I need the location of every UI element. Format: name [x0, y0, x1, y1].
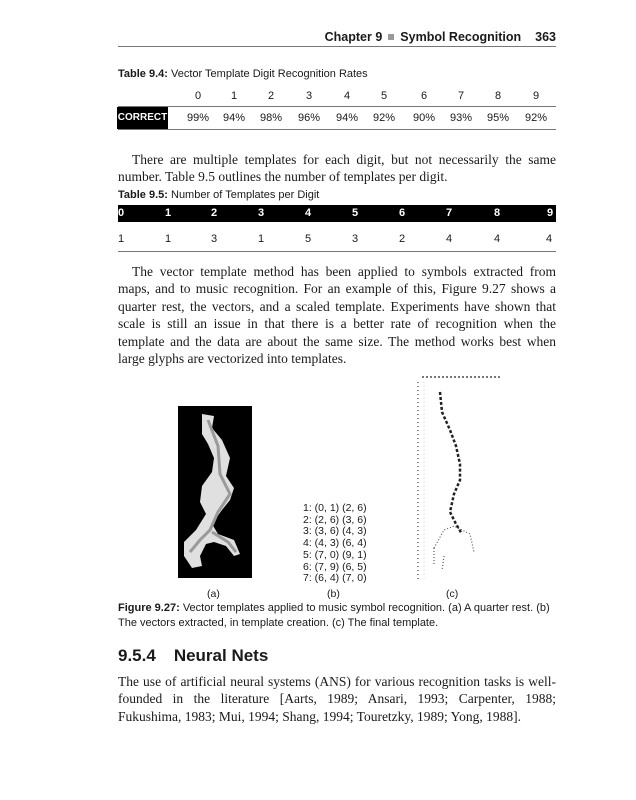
digit-header: 3	[258, 207, 265, 219]
vector-item: 3: (3, 6) (4, 3)	[303, 525, 367, 538]
chapter-label: Chapter 9	[324, 30, 383, 44]
paragraph-vector-method: The vector template method has been applied to symbols extracted from maps, and to music recognition. For an example of this, Figure 9.27 shows a quarter rest, the vectors, and a scaled template. Experiments have shown that scale is still an issue in that there is a better rate of recognition when the template and the data are about the same size. The method works best when large glyphs are vectorized into templates.	[118, 264, 556, 367]
rate-cell: 94%	[222, 112, 246, 124]
digit-header: 8	[494, 90, 502, 102]
table-9-5-bottom-rule	[118, 251, 556, 252]
paragraph-neural-nets: The use of artificial neural systems (ANS) for various recognition tasks is well-founded in the literature [Aarts, 1989; Ansari, 1993; Carpenter, 1988; Fukushima, 1983; Mui, 1994; Shang, 1994; Touretzky, 1989; Yong, 1988].	[118, 674, 556, 724]
rate-cell: 93%	[449, 112, 473, 124]
digit-header: 7	[457, 90, 465, 102]
table-9-4-rule	[118, 106, 556, 107]
section-number: 9.5.4	[118, 646, 156, 665]
quarter-rest-image	[178, 406, 252, 578]
count-cell: 4	[494, 233, 501, 245]
table-9-4-title: Vector Template Digit Recognition Rates	[171, 68, 368, 80]
digit-header: 6	[420, 90, 428, 102]
vector-item: 7: (6, 4) (7, 0)	[303, 572, 367, 585]
table-9-5-label: Table 9.5:	[118, 189, 168, 201]
count-cell: 2	[399, 233, 406, 245]
figure-caption-label: Figure 9.27:	[118, 602, 180, 614]
digit-header: 5	[352, 207, 359, 219]
digit-header: 1	[165, 207, 172, 219]
digit-header: 0	[194, 90, 202, 102]
section-heading	[118, 646, 268, 666]
figure-caption	[118, 601, 563, 631]
table-9-5-header-row	[118, 205, 556, 222]
running-header	[118, 30, 556, 44]
rate-cell: 95%	[486, 112, 510, 124]
header-rule	[118, 46, 556, 47]
count-cell: 1	[118, 233, 125, 245]
rate-cell: 90%	[412, 112, 436, 124]
count-cell: 1	[165, 233, 172, 245]
digit-header: 1	[230, 90, 238, 102]
rate-cell: 92%	[524, 112, 548, 124]
count-cell: 4	[446, 233, 453, 245]
digit-header: 0	[118, 207, 125, 219]
digit-header: 2	[267, 90, 275, 102]
digit-header: 2	[211, 207, 218, 219]
vector-item: 5: (7, 0) (9, 1)	[303, 548, 367, 561]
digit-header: 3	[305, 90, 313, 102]
vector-item: 1: (0, 1) (2, 6)	[303, 502, 367, 514]
table-9-5-title: Number of Templates per Digit	[171, 189, 320, 201]
count-cell: 3	[211, 233, 218, 245]
section-title: Neural Nets	[173, 646, 269, 665]
vector-item: 2: (2, 6) (3, 6)	[303, 513, 367, 526]
digit-header: 9	[532, 90, 540, 102]
table-9-4-caption	[118, 68, 368, 80]
table-9-5-caption	[118, 189, 319, 201]
rate-cell: 94%	[335, 112, 359, 124]
final-template-image	[414, 372, 502, 582]
rate-cell: 99%	[186, 112, 210, 124]
digit-header: 6	[399, 207, 406, 219]
vector-item: 4: (4, 3) (6, 4)	[303, 537, 367, 550]
separator-square-icon	[388, 34, 394, 40]
count-cell: 4	[546, 233, 553, 245]
count-cell: 3	[352, 233, 359, 245]
subfigure-label-a: (a)	[207, 588, 220, 600]
digit-header: 8	[494, 207, 501, 219]
vector-item: 6: (7, 9) (6, 5)	[303, 560, 367, 573]
subfigure-label-b: (b)	[327, 588, 340, 600]
table-9-5-counts-row	[118, 233, 558, 247]
section-label: Symbol Recognition	[400, 30, 522, 44]
count-cell: 1	[258, 233, 265, 245]
correct-row-label: CORRECT	[117, 107, 168, 129]
rate-cell: 96%	[297, 112, 321, 124]
digit-header: 9	[547, 207, 554, 219]
page-number: 363	[535, 30, 556, 44]
vector-list	[303, 503, 367, 585]
count-cell: 5	[305, 233, 312, 245]
digit-header: 4	[305, 207, 312, 219]
table-9-4-label: Table 9.4:	[118, 68, 168, 80]
paragraph-templates: There are multiple templates for each digit, but not necessarily the same number. Table 9.5 outlines the number of templates per digit.	[118, 152, 556, 185]
digit-header: 4	[343, 90, 351, 102]
rate-cell: 98%	[259, 112, 283, 124]
subfigure-label-c: (c)	[446, 588, 459, 600]
rate-cell: 92%	[372, 112, 396, 124]
digit-header: 7	[446, 207, 453, 219]
digit-header: 5	[380, 90, 388, 102]
figure-caption-text: Vector templates applied to music symbol recognition. (a) A quarter rest. (b) The vectors extracted, in template creation. (c) The final template.	[118, 602, 550, 629]
table-9-4-bottom-rule	[118, 129, 556, 130]
